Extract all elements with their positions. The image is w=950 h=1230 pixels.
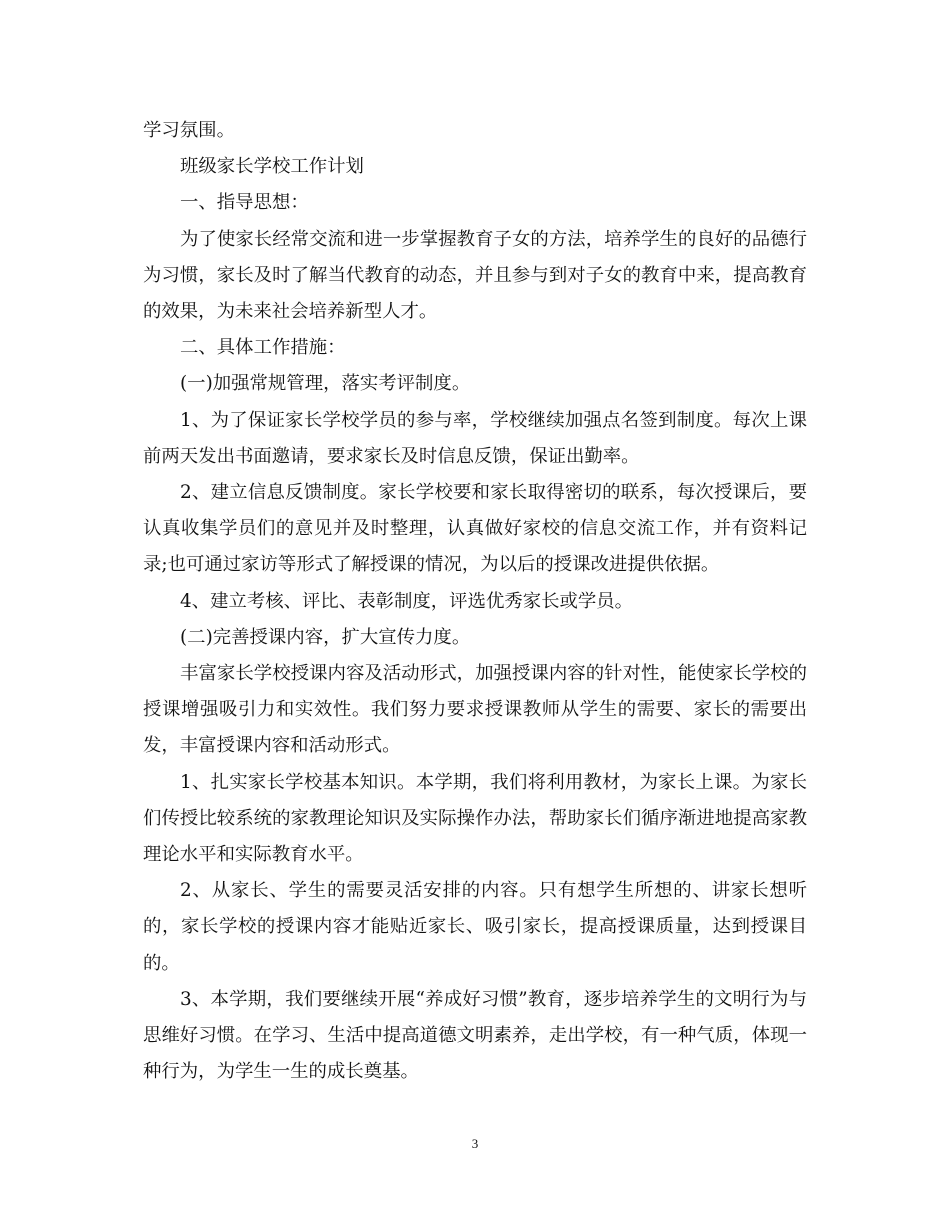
paragraph-guiding-thought: 为了使家长经常交流和进一步掌握教育子女的方法，培养学生的良好的品德行为习惯，家长及时了解当代教育的动态，并且参与到对子女的教育中来，提高教育的效果，为未来社会培养新型人才。: [143, 228, 807, 323]
subheading-management: (一)加强常规管理，落实考评制度。: [180, 373, 471, 395]
heading-measures: 二、具体工作措施：: [180, 337, 346, 359]
paragraph-feedback: 2、建立信息反馈制度。家长学校要和家长取得密切的联系，每次授课后，要认真收集学员们的意见并及时整理，认真做好家校的信息交流工作，并有资料记录;也可通过家访等形式了解授课的情况，为以后的授课改进提供依据。: [143, 482, 807, 576]
paragraph-continuation: 学习氛围。: [143, 120, 235, 141]
paragraph-evaluation: 4、建立考核、评比、表彰制度，评选优秀家长或学员。: [180, 590, 634, 612]
section-title: 班级家长学校工作计划: [180, 156, 364, 178]
paragraph-attendance: 1、为了保证家长学校学员的参与率，学校继续加强点名签到制度。每次上课前两天发出书面邀请，要求家长及时信息反馈，保证出勤率。: [143, 409, 807, 467]
paragraph-good-habits: 3、本学期，我们要继续开展“养成好习惯”教育，逐步培养学生的文明行为与思维好习惯。在学习、生活中提高道德文明素养，走出学校，有一种气质，体现一种行为，为学生一生的成长奠基。: [143, 988, 807, 1083]
subheading-content: (二)完善授课内容，扩大宣传力度。: [180, 626, 471, 648]
paragraph-basic-knowledge: 1、扎实家长学校基本知识。本学期，我们将利用教材，为家长上课。为家长们传授比较系统的家教理论知识及实际操作办法，帮助家长们循序渐进地提高家教理论水平和实际教育水平。: [143, 771, 807, 866]
paragraph-enrich-content: 丰富家长学校授课内容及活动形式，加强授课内容的针对性，能使家长学校的授课增强吸引力和实效性。我们努力要求授课教师从学生的需要、家长的需要出发，丰富授课内容和活动形式。: [143, 663, 807, 757]
document-body: [143, 113, 807, 1090]
heading-guiding-thought: 一、指导思想：: [180, 192, 309, 214]
paragraph-flexible-arrangement: 2、从家长、学生的需要灵活安排的内容。只有想学生所想的、讲家长想听的，家长学校的授课内容才能贴近家长、吸引家长，提高授课质量，达到授课目的。: [143, 880, 807, 974]
page-number: 3: [471, 1136, 479, 1151]
